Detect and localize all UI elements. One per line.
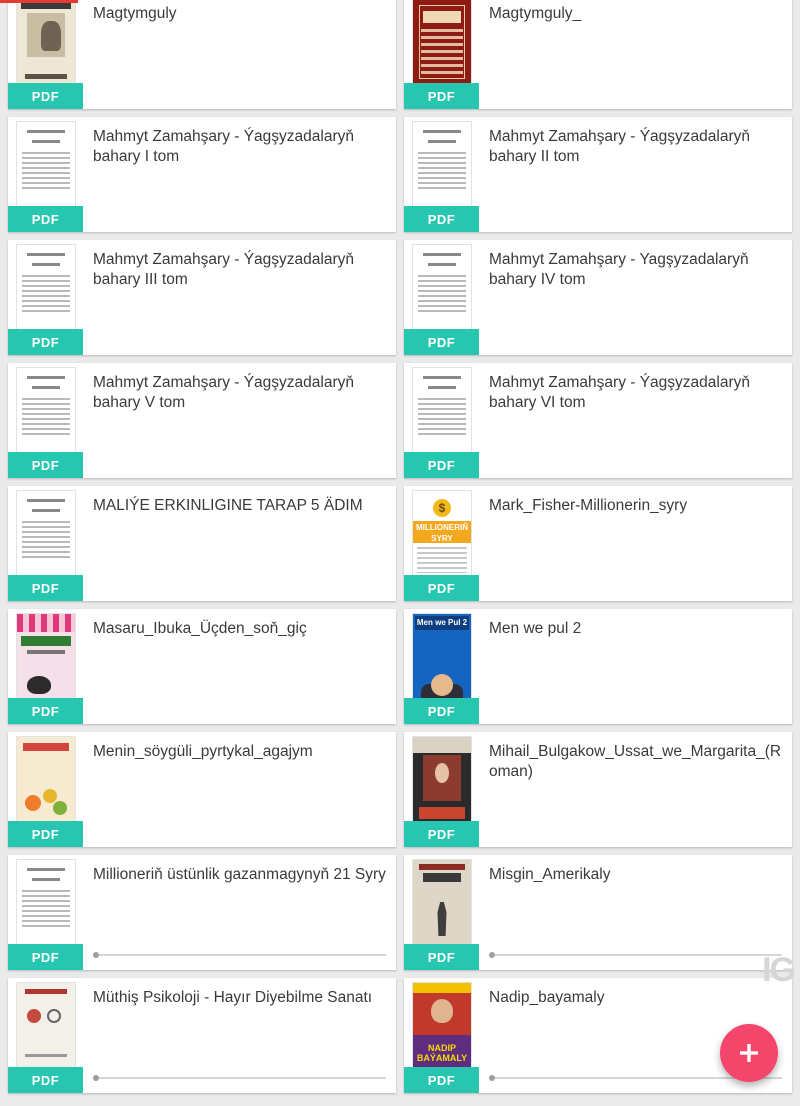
book-thumbnail-wrap: [8, 240, 83, 355]
progress-handle: [93, 1075, 99, 1081]
book-cover-image: [16, 0, 76, 86]
book-thumbnail-wrap: [8, 486, 83, 601]
book-card[interactable]: [8, 978, 396, 1093]
book-title: Müthiş Psikoloji - Hayır Diyebilme Sanatı: [93, 989, 373, 1006]
book-card-body: [83, 855, 396, 970]
progress-handle: [93, 952, 99, 958]
reading-progress-bar: [93, 1077, 386, 1079]
file-type-badge: PDF: [404, 452, 479, 478]
watermark-text: IG: [762, 951, 794, 989]
book-thumbnail-wrap: [404, 0, 479, 109]
book-thumbnail-wrap: [8, 609, 83, 724]
book-cover-image: [16, 613, 76, 701]
file-type-badge: PDF: [8, 329, 83, 355]
file-type-badge: PDF: [404, 698, 479, 724]
book-title: Mahmyt Zamahşary - Ýagşyzadalaryň bahary V tom: [93, 374, 355, 411]
book-card-body: [83, 240, 396, 355]
book-cover-image: [16, 490, 76, 578]
file-type-badge: PDF: [404, 329, 479, 355]
book-card-body: [479, 117, 792, 232]
book-cover-image: [412, 0, 472, 86]
book-thumbnail-wrap: [8, 0, 83, 109]
book-thumbnail-wrap: [404, 363, 479, 478]
book-card[interactable]: [404, 609, 792, 724]
file-type-badge: PDF: [404, 206, 479, 232]
file-type-badge: PDF: [8, 452, 83, 478]
file-type-badge: PDF: [404, 821, 479, 847]
book-card[interactable]: [404, 486, 792, 601]
file-type-badge: PDF: [8, 206, 83, 232]
book-title: Millioneriň üstünlik gazanmagynyň 21 Syry: [93, 866, 386, 883]
book-cover-image: [16, 121, 76, 209]
book-card-body: [83, 732, 396, 847]
book-cover-image: [412, 736, 472, 824]
file-type-badge: PDF: [404, 944, 479, 970]
book-title: Masaru_Ibuka_Üçden_soň_giç: [93, 620, 307, 637]
book-card-body: [479, 240, 792, 355]
file-type-badge: PDF: [8, 944, 83, 970]
book-thumbnail-wrap: [8, 117, 83, 232]
book-thumbnail-wrap: [8, 978, 83, 1093]
reading-progress-bar: [93, 954, 386, 956]
book-cover-image: [412, 367, 472, 455]
book-card-body: [479, 855, 792, 970]
book-card-body: [479, 609, 792, 724]
book-card[interactable]: [404, 855, 792, 970]
book-thumbnail-wrap: [404, 240, 479, 355]
book-cover-image: [16, 859, 76, 947]
book-title: MALIÝE ERKINLIGINE TARAP 5 ÄDIM: [93, 497, 363, 514]
book-cover-image: $ MILLIONERIŇ SYRY: [412, 490, 472, 578]
book-cover-image: [16, 982, 76, 1070]
book-cover-image: NADIP BAÝAMALY: [412, 982, 472, 1070]
book-cover-image: [412, 244, 472, 332]
add-book-fab[interactable]: [720, 1024, 778, 1082]
book-title: Mahmyt Zamahşary - Yagşyzadalaryň bahary IV tom: [489, 251, 749, 288]
book-cover-image: [412, 859, 472, 947]
book-cover-image: Men we Pul 2: [412, 613, 472, 701]
book-card[interactable]: [8, 363, 396, 478]
book-cover-image: [412, 121, 472, 209]
book-card-body: [479, 486, 792, 601]
book-title: Men we pul 2: [489, 620, 582, 637]
book-thumbnail-wrap: [404, 486, 479, 601]
book-thumbnail-wrap: [404, 117, 479, 232]
book-thumbnail-wrap: [404, 855, 479, 970]
book-card[interactable]: [8, 117, 396, 232]
book-card-body: [479, 0, 792, 109]
book-card-body: [479, 732, 792, 847]
book-card-body: [83, 486, 396, 601]
book-title: Mahmyt Zamahşary - Ýagşyzadalaryň bahary III tom: [93, 251, 355, 288]
book-thumbnail-wrap: [404, 732, 479, 847]
book-card[interactable]: [404, 732, 792, 847]
book-card[interactable]: [404, 0, 792, 109]
book-card[interactable]: [404, 240, 792, 355]
book-card[interactable]: [8, 0, 396, 109]
file-type-badge: PDF: [8, 698, 83, 724]
book-thumbnail-wrap: [8, 363, 83, 478]
book-card-body: [83, 363, 396, 478]
book-card[interactable]: [8, 486, 396, 601]
book-card-body: [479, 363, 792, 478]
book-card-body: [83, 0, 396, 109]
book-title: Mahmyt Zamahşary - Ýagşyzadalaryň bahary VI tom: [489, 374, 751, 411]
book-card-body: [83, 609, 396, 724]
book-thumbnail-wrap: [404, 609, 479, 724]
book-title: Mark_Fisher-Millionerin_syry: [489, 497, 688, 514]
book-title: Misgin_Amerikaly: [489, 866, 611, 883]
book-title: Magtymguly: [93, 5, 177, 22]
book-card[interactable]: [8, 855, 396, 970]
progress-handle: [489, 952, 495, 958]
book-thumbnail-wrap: [8, 855, 83, 970]
file-type-badge: PDF: [8, 575, 83, 601]
file-type-badge: PDF: [404, 83, 479, 109]
book-title: Mihail_Bulgakow_Ussat_we_Margarita_(Roman): [489, 743, 782, 780]
book-cover-image: [16, 367, 76, 455]
book-card[interactable]: [8, 732, 396, 847]
progress-handle: [489, 1075, 495, 1081]
book-card-body: [83, 978, 396, 1093]
book-title: Mahmyt Zamahşary - Ýagşyzadalaryň bahary II tom: [489, 128, 751, 165]
book-title: Mahmyt Zamahşary - Ýagşyzadalaryň bahary I tom: [93, 128, 355, 165]
book-thumbnail-wrap: [404, 978, 479, 1093]
file-type-badge: PDF: [8, 1067, 83, 1093]
book-card[interactable]: [404, 117, 792, 232]
file-type-badge: PDF: [404, 575, 479, 601]
file-type-badge: PDF: [8, 821, 83, 847]
book-title: Menin_söygüli_pyrtykal_agajym: [93, 743, 313, 760]
file-type-badge: PDF: [8, 83, 83, 109]
reading-progress-bar: [489, 954, 782, 956]
book-title: Nadip_bayamaly: [489, 989, 605, 1006]
plus-icon: [736, 1040, 762, 1066]
loading-progress-bar: [0, 0, 78, 3]
book-cover-image: [16, 736, 76, 824]
book-card[interactable]: [8, 240, 396, 355]
file-type-badge: PDF: [404, 1067, 479, 1093]
book-cover-image: [16, 244, 76, 332]
book-thumbnail-wrap: [8, 732, 83, 847]
book-card[interactable]: [8, 609, 396, 724]
book-card[interactable]: [404, 363, 792, 478]
book-title: Magtymguly_: [489, 5, 582, 22]
book-card-body: [83, 117, 396, 232]
